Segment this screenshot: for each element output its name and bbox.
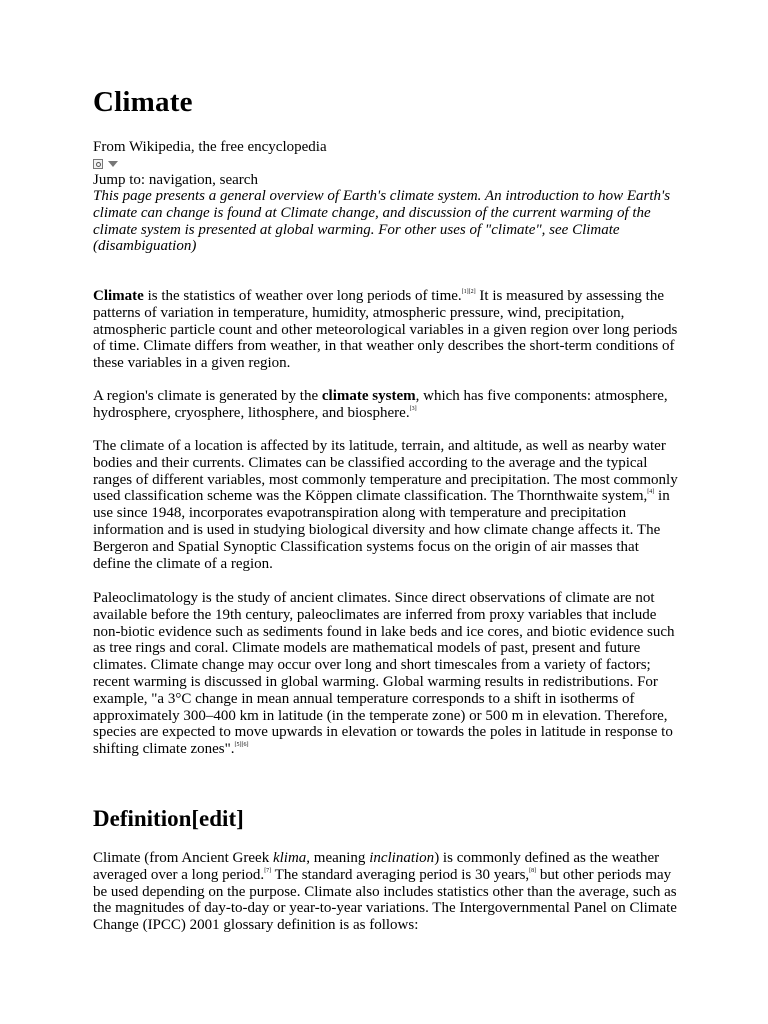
climate-system-term: climate system [321,388,416,404]
hatnote: This page presents a general overview of Earth's climate system. An introduction to how Earth's climate can change is found at Climate change, and discussion of the current warming of the climate system is presented at global warming. For other uses of "climate", see Climate (disambiguation) [93,188,671,255]
citation-link[interactable]: [8] [529,867,537,874]
lead-term: Climate [93,288,144,304]
page-tools[interactable] [93,158,118,170]
page-title: Climate [93,86,193,118]
site-subtitle: From Wikipedia, the free encyclopedia [93,139,327,155]
definition-heading: Definition[edit] [93,806,244,831]
paleoclimatology-paragraph: Paleoclimatology is the study of ancient climates. Since direct observations of climate are not available before the 19th century, paleoclimates are inferred from proxy variables that include non-biotic evidence such as sediments found in lake beds and ice cores, and biotic evidence such as tree rings and coral. Climate models are mathematical models of past, present and future climates. Climate change may occur over long and short timescales from a variety of factors; recent warming is discussed in global warming. Global warming results in redistributions. For example, "a 3°C change in mean annual temperature corresponds to a shift in isotherms of approximately 300–400 km in latitude (in the temperate zone) or 500 m in elevation. Therefore, species are expected to move upwards in elevation or towards the poles in latitude in response to shifting climate zones".[5][6] [93,590,675,758]
classification-paragraph: The climate of a location is affected by its latitude, terrain, and altitude, as well as nearby water bodies and their currents. Climates can be classified according to the average and the typical ranges of different variables, most commonly temperature and precipitation. The most commonly used classification scheme was the Köppen climate classification. The Thornthwaite system,[4] in use since 1948, incorporates evapotranspiration along with temperature and precipitation information and is used in studying biological diversity and how climate change affects it. The Bergeron and Spatial Synoptic Classification systems focus on the origin of air masses that define the climate of a region. [93,438,678,572]
climate-system-paragraph: A region's climate is generated by the climate system, which has five components: atmosphere, hydrosphere, cryosphere, lithosphere, and biosphere.[3] [93,388,668,421]
definition-paragraph: Climate (from Ancient Greek klima, meaning inclination) is commonly defined as the weather averaged over a long period.[7] The standard averaging period is 30 years,[8] but other periods may be used depending on the purpose. Climate also includes statistics other than the average, such as the magnitudes of day-to-day or year-to-year variations. The Intergovernmental Panel on Climate Change (IPCC) 2001 glossary definition is as follows: [93,850,677,934]
dropdown-arrow-icon[interactable] [108,161,118,167]
citation-link[interactable]: [1][2] [461,289,476,295]
citation-link[interactable]: [5][6] [234,742,249,749]
citation-link[interactable]: [7] [264,867,272,874]
magnifier-icon[interactable] [93,159,103,169]
jump-links[interactable]: Jump to: navigation, search [93,172,258,188]
citation-link[interactable]: [4] [647,489,655,496]
citation-link[interactable]: [3] [409,405,417,412]
intro-paragraph: Climate is the statistics of weather over long periods of time.[1][2] It is measured by assessing the patterns of variation in temperature, humidity, atmospheric pressure, wind, precipitation, atmospheric particle count and other meteorological variables in a given region over long periods of time. Climate differs from weather, in that weather only describes the short-term conditions of these variables in a given region. [93,288,678,372]
